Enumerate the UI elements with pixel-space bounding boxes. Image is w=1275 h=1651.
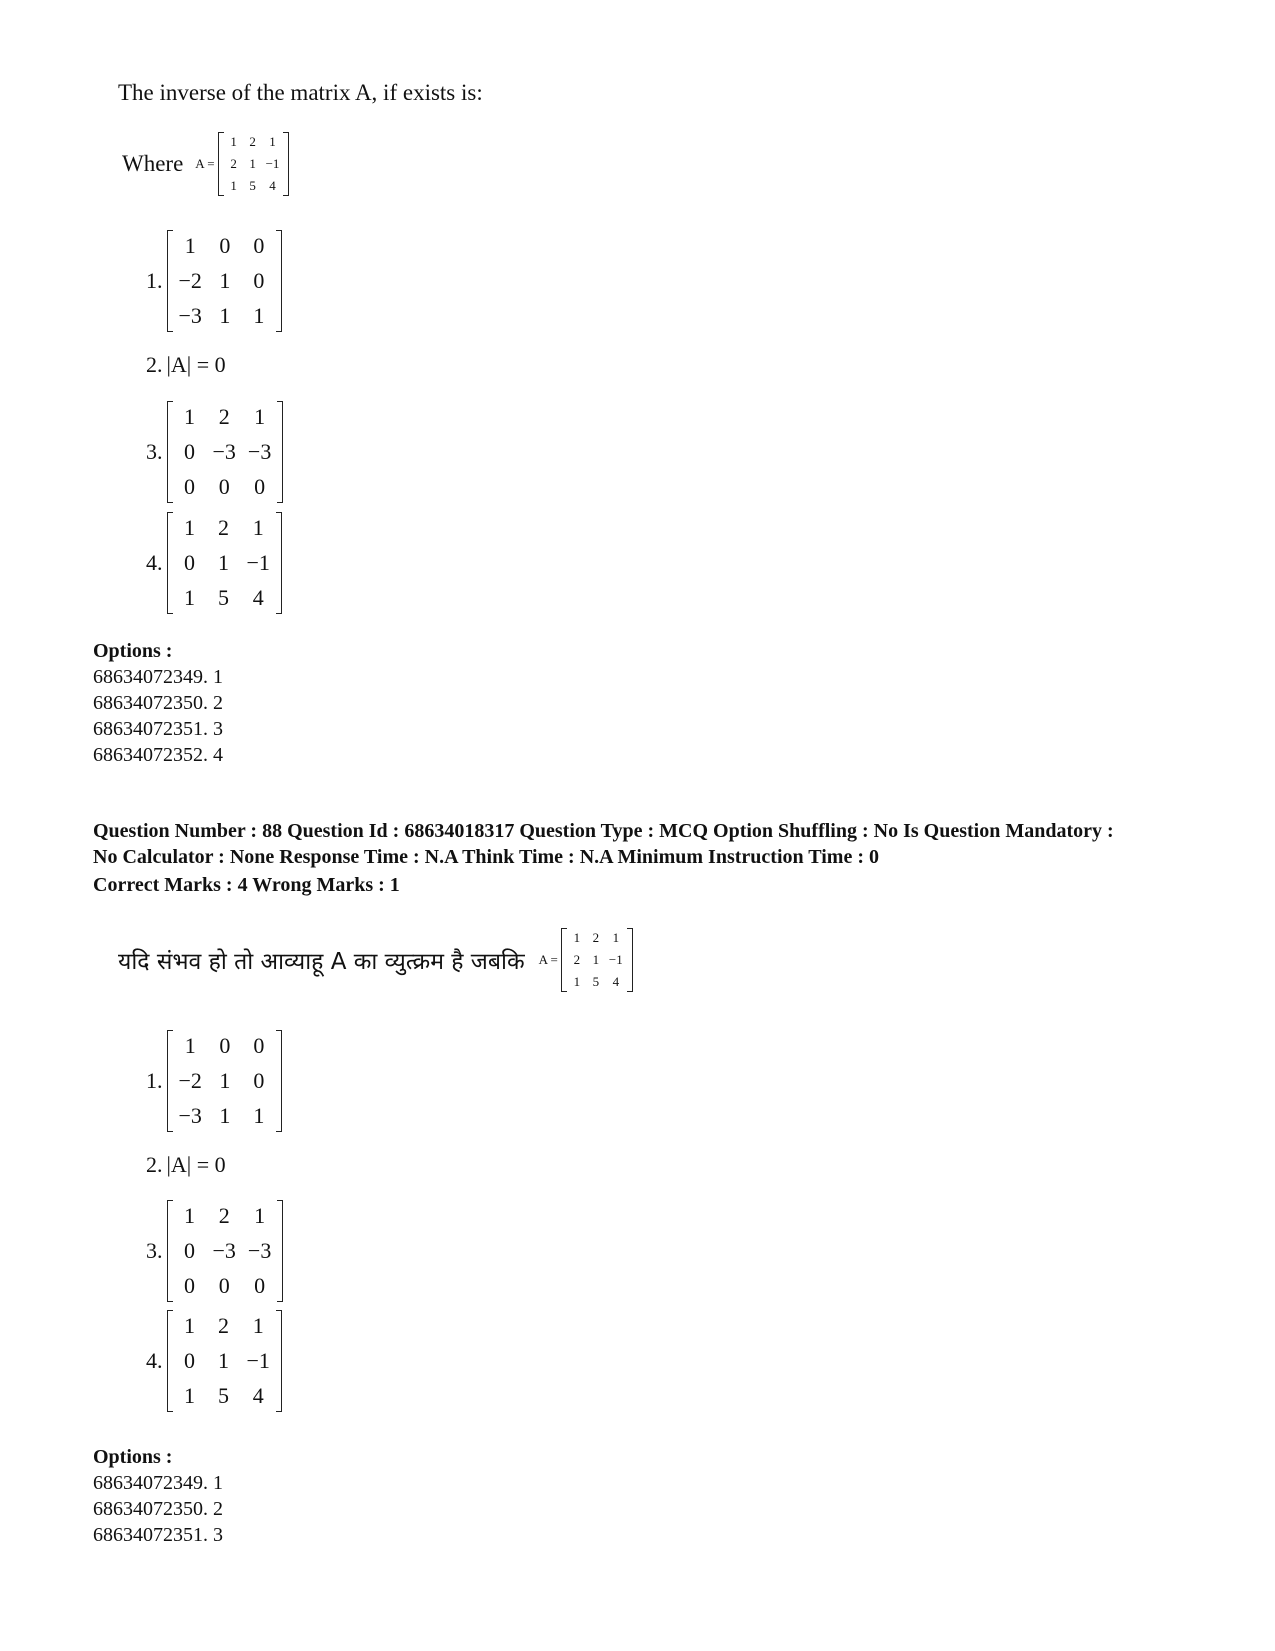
matrix-cell: 1 <box>184 1383 195 1408</box>
matrix-cell: 0 <box>184 1238 195 1263</box>
matrix-cell: −1 <box>608 952 623 967</box>
matrix-cell: 0 <box>218 474 230 499</box>
matrix-cell: 1 <box>252 515 264 540</box>
matrix-cell: 5 <box>249 178 256 193</box>
matrix-cell: 1 <box>573 930 581 945</box>
matrix-cell: 0 <box>184 474 195 499</box>
matrix-cell: 5 <box>218 585 229 610</box>
matrix-cell: 1 <box>230 134 237 149</box>
choice-number: 3. <box>146 439 163 464</box>
matrix-cell: 1 <box>249 156 256 171</box>
matrix-cell: 2 <box>249 134 256 149</box>
question-meta <box>93 818 1233 898</box>
matrix <box>167 230 282 332</box>
matrix-cell: 0 <box>253 233 265 258</box>
matrix-cell: 1 <box>219 1068 231 1093</box>
option-item: 68634072349. 1 <box>93 1472 223 1494</box>
choice-number: 4. <box>146 1348 163 1373</box>
matrix-cell: 1 <box>184 585 195 610</box>
matrix-cell: 0 <box>184 550 195 575</box>
choice-number: 4. <box>146 550 163 575</box>
meta-line: No Calculator : None Response Time : N.A Think Time : N.A Minimum Instruction Time : 0 <box>93 846 879 868</box>
choice-number: 1. <box>146 268 163 293</box>
matrix-cell: −2 <box>178 1068 202 1093</box>
matrix-cell: 1 <box>184 1203 195 1228</box>
choice-4 <box>146 512 282 614</box>
matrix <box>167 1310 282 1412</box>
choice-4 <box>146 1310 282 1412</box>
matrix-cell: −3 <box>212 439 236 464</box>
matrix-cell: −1 <box>265 156 280 171</box>
matrix-cell: 2 <box>230 156 237 171</box>
choice-number: 2. <box>146 352 163 377</box>
matrix-cell: 4 <box>252 1383 264 1408</box>
matrix <box>167 1030 282 1132</box>
matrix-cell: −3 <box>178 1103 202 1128</box>
matrix-cell: 0 <box>184 439 195 464</box>
matrix-cell: 2 <box>218 1203 230 1228</box>
matrix <box>561 928 633 992</box>
matrix-cell: 0 <box>254 1273 266 1298</box>
options-label: Options : <box>93 1446 173 1468</box>
option-item: 68634072350. 2 <box>93 1498 223 1520</box>
choice-number: 1. <box>146 1068 163 1093</box>
option-item: 68634072349. 1 <box>93 666 223 688</box>
choice-1 <box>146 230 282 332</box>
matrix-cell: 4 <box>252 585 264 610</box>
option-item: 68634072350. 2 <box>93 692 223 714</box>
matrix-cell: −3 <box>247 1238 272 1263</box>
a-label: A = <box>538 952 558 967</box>
matrix-cell: 1 <box>184 1033 196 1058</box>
matrix <box>167 1200 284 1302</box>
matrix-cell: 1 <box>230 178 237 193</box>
option-item: 68634072351. 3 <box>93 718 223 740</box>
meta-line: Question Number : 88 Question Id : 68634018317 Question Type : MCQ Option Shuffling : No Is Question Mandatory : <box>93 820 1114 842</box>
matrix-cell: 2 <box>592 930 600 945</box>
matrix-cell: 2 <box>218 404 230 429</box>
matrix-cell: 0 <box>253 268 265 293</box>
matrix-cell: 5 <box>592 974 600 989</box>
matrix-cell: 1 <box>218 1348 229 1373</box>
matrix-cell: 1 <box>219 268 231 293</box>
matrix-cell: 1 <box>253 1103 265 1128</box>
question-text: The inverse of the matrix A, if exists is: <box>118 80 483 105</box>
matrix-cell: −1 <box>246 1348 270 1373</box>
matrix-cell: 1 <box>612 930 620 945</box>
choice-number: 2. <box>146 1152 163 1177</box>
matrix-cell: 1 <box>253 303 265 328</box>
matrix-cell: 1 <box>184 233 196 258</box>
matrix-cell: 1 <box>269 134 276 149</box>
matrix-cell: 1 <box>592 952 600 967</box>
matrix <box>218 132 290 196</box>
given-matrix-a <box>122 132 289 196</box>
matrix-cell: −3 <box>247 439 272 464</box>
matrix <box>167 512 282 614</box>
determinant-text: |A| = 0 <box>166 1152 226 1177</box>
matrix-cell: 0 <box>219 1033 231 1058</box>
matrix-cell: 0 <box>219 233 231 258</box>
matrix-cell: 4 <box>612 974 620 989</box>
choice-3 <box>146 1200 283 1302</box>
matrix-cell: 1 <box>254 1203 266 1228</box>
matrix-cell: −3 <box>212 1238 236 1263</box>
choice-1 <box>146 1030 282 1132</box>
matrix-cell: 1 <box>218 550 229 575</box>
choice-number: 3. <box>146 1238 163 1263</box>
question-text: यदि संभव हो तो आव्याहू A का व्युत्क्रम है जबकि <box>118 949 525 975</box>
question-hindi <box>118 928 633 992</box>
matrix-cell: 0 <box>184 1273 195 1298</box>
choice-3 <box>146 401 283 503</box>
matrix-cell: 1 <box>184 515 195 540</box>
matrix-cell: 1 <box>219 303 231 328</box>
matrix-cell: 0 <box>253 1033 265 1058</box>
matrix-cell: 5 <box>218 1383 229 1408</box>
determinant-text: |A| = 0 <box>166 352 226 377</box>
matrix <box>167 401 284 503</box>
options-list <box>93 638 223 768</box>
option-item: 68634072352. 4 <box>93 744 223 766</box>
matrix-cell: 0 <box>218 1273 230 1298</box>
choice-2 <box>146 1152 226 1178</box>
matrix-cell: 1 <box>254 404 266 429</box>
matrix-cell: −3 <box>178 303 202 328</box>
matrix-cell: 0 <box>253 1068 265 1093</box>
matrix-cell: 1 <box>573 974 581 989</box>
options-label: Options : <box>93 640 173 662</box>
where-label: Where <box>122 151 184 176</box>
marks-line: Correct Marks : 4 Wrong Marks : 1 <box>93 874 400 896</box>
matrix-cell: 0 <box>254 474 266 499</box>
matrix-cell: 1 <box>184 404 195 429</box>
matrix-cell: 1 <box>252 1313 264 1338</box>
matrix-cell: 0 <box>184 1348 195 1373</box>
option-item: 68634072351. 3 <box>93 1524 223 1546</box>
matrix-cell: 2 <box>218 515 229 540</box>
matrix-cell: 4 <box>269 178 276 193</box>
options-list <box>93 1444 223 1548</box>
matrix-cell: −2 <box>178 268 202 293</box>
matrix-cell: −1 <box>246 550 270 575</box>
choice-2 <box>146 352 226 378</box>
matrix-cell: 1 <box>184 1313 195 1338</box>
matrix-cell: 2 <box>218 1313 229 1338</box>
matrix-cell: 2 <box>573 952 581 967</box>
a-label: A = <box>195 156 215 171</box>
matrix-cell: 1 <box>219 1103 231 1128</box>
